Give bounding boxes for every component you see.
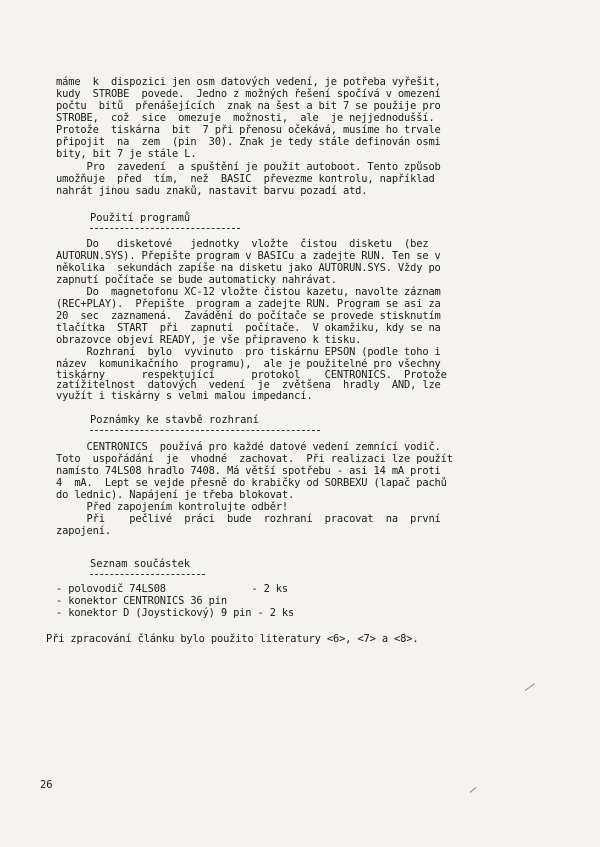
scan-mark xyxy=(525,683,535,691)
text-line: do lednic). Napájení je třeba blokovat. xyxy=(56,489,295,501)
text-line: tlačítka START při zapnutí počítače. V okamžiku, kdy se na xyxy=(56,322,441,334)
text-line: (REC+PLAY). Přepište program a zadejte RUN. Program se asi za xyxy=(56,298,441,310)
text-line: máme k dispozici jen osm datových vedení, je potřeba vyřešit, xyxy=(56,76,441,88)
heading-underline xyxy=(90,430,320,431)
text-line: Pro zavedení a spuštění je použit autoboot. Tento způsob xyxy=(56,161,441,173)
text-line: nahrát jinou sadu znaků, nastavit barvu pozadí atd. xyxy=(56,185,368,197)
text-line: několika sekundách zapíše na disketu jako AUTORUN.SYS. Vždy po xyxy=(56,262,441,274)
references-line: Při zpracování článku bylo použito literatury <6>, <7> a <8>. xyxy=(46,633,419,645)
text-line: využít i tiskárny s velmi malou impedancí. xyxy=(56,390,313,402)
text-line: AUTORUN.SYS). Přepište program v BASICu a zadejte RUN. Ten se v xyxy=(56,250,441,262)
section-heading-parts: Seznam součástek xyxy=(90,558,191,570)
heading-underline xyxy=(90,574,205,575)
list-item: - konektor D (Joystickový) 9 pin - 2 ks xyxy=(56,607,295,619)
text-line: kudy STROBE povede. Jedno z možných řešení spočívá v omezení xyxy=(56,88,441,100)
text-line: Před zapojením kontrolujte odběr! xyxy=(56,501,289,513)
text-line: zapojení. xyxy=(56,525,111,537)
text-line: Při pečlivé práci bude rozhraní pracovat na první xyxy=(56,513,441,525)
section-heading-usage: Použití programů xyxy=(90,212,191,224)
text-line: bity, bit 7 je stále L. xyxy=(56,148,197,160)
text-line: tiskárny respektující protokol CENTRONICS. Protože xyxy=(56,369,447,381)
text-line: 4 mA. Lept se vejde přesně do krabičky od SORBEXU (lapač pachů xyxy=(56,477,447,489)
text-line: připojit na zem (pin 30). Znak je tedy stále definován osmi xyxy=(56,136,441,148)
text-line: Rozhraní bylo vyvinuto pro tiskárnu EPSON (podle toho i xyxy=(56,346,441,358)
text-line: CENTRONICS používá pro každé datové vedení zemnící vodič. xyxy=(56,441,441,453)
text-line: STROBE, což sice omezuje možnosti, ale je nejjednodušší. xyxy=(56,112,435,124)
text-line: název komunikačního programu), ale je použitelné pro všechny xyxy=(56,358,441,370)
text-line: zapnutí počítače se bude automaticky nahrávat. xyxy=(56,274,337,286)
text-line: obrazovce objeví READY, je vše připraveno k tisku. xyxy=(56,334,362,346)
text-line: 20 sec zaznamená. Zavádění do počítače se provede stisknutím xyxy=(56,310,441,322)
section-heading-notes: Poznámky ke stavbě rozhraní xyxy=(90,414,259,426)
list-item: - konektor CENTRONICS 36 pin xyxy=(56,595,227,607)
text-line: umožňuje před tím, než BASIC převezme kontrolu, například xyxy=(56,173,435,185)
list-item: - polovodič 74LS08 - 2 ks xyxy=(56,583,289,595)
text-line: Toto uspořádání je vhodné zachovat. Při realizaci lze použít xyxy=(56,453,453,465)
text-line: Protože tiskárna bit 7 při přenosu očekává, musíme ho trvale xyxy=(56,124,441,136)
text-line: Do magnetofonu XC-12 vložte čistou kazetu, navolte záznam xyxy=(56,286,441,298)
page-number: 26 xyxy=(40,779,53,791)
scan-mark xyxy=(470,787,477,793)
text-line: zatížitelnost datových vedení je zvětšena hradly AND, lze xyxy=(56,379,441,391)
text-line: namísto 74LS08 hradlo 7408. Má větší spotřebu - asi 14 mA proti xyxy=(56,465,441,477)
heading-underline xyxy=(90,228,240,229)
text-line: Do disketové jednotky vložte čistou disketu (bez xyxy=(56,238,429,250)
text-line: počtu bitů přenášejících znak na šest a bit 7 se použije pro xyxy=(56,100,441,112)
